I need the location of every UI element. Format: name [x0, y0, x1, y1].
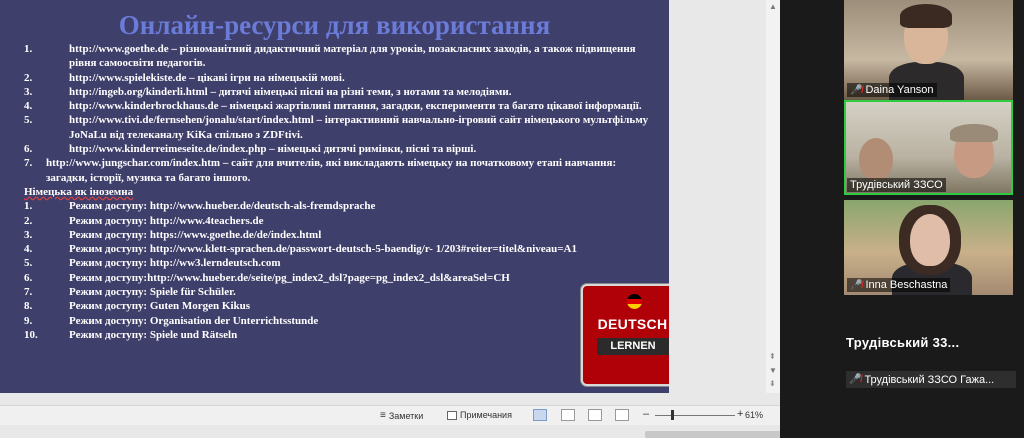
slide-sorter-button[interactable]	[561, 409, 575, 421]
list-item: 7. http://www.jungschar.com/index.htm – сайт для вчителів, які викладають німецьку на початковому етапі навчання: загадки, історії, музика та багато іншого.	[24, 157, 617, 184]
video-tile[interactable]	[844, 0, 1013, 100]
german-flag-icon	[627, 294, 642, 309]
participant-hair	[900, 4, 952, 28]
list-item: 4. http://www.kinderbrockhaus.de – німецькі жартівливі питання, загадки, експерименти та багато цікавої інформації.	[24, 100, 642, 113]
video-tile[interactable]	[844, 200, 1013, 295]
logo-line2: LERNEN	[597, 338, 669, 355]
zoom-slider-thumb[interactable]	[671, 410, 674, 420]
slideshow-button[interactable]	[615, 409, 629, 421]
slide-scrollbar[interactable]	[766, 0, 780, 393]
zoom-out-button[interactable]: –	[643, 408, 650, 420]
notes-button[interactable]: ≡ Заметки	[380, 410, 424, 421]
list-item: 8. Режим доступу: Guten Morgen Kikus	[24, 300, 251, 313]
list-item: 6. http://www.kinderreimeseite.de/index.php – німецькі дитячі римівки, пісні та вірші.	[24, 143, 477, 156]
slide-body	[24, 42, 656, 342]
list-item: 3. Режим доступу: https://www.goethe.de/de/index.html	[24, 228, 322, 241]
scroll-up-double-icon[interactable]: ⇞	[769, 352, 776, 361]
list-item: 7. Режим доступу: Spiele für Schüler.	[24, 286, 236, 299]
comments-button[interactable]: Примечания	[447, 410, 512, 420]
participant-label: 🎤̸ Inna Beschastna	[847, 278, 950, 292]
reading-view-button[interactable]	[588, 409, 602, 421]
deutsch-lernen-logo	[581, 284, 669, 386]
zoom-percent[interactable]: 61%	[745, 410, 764, 420]
section-header: Німецька як іноземна	[24, 185, 134, 198]
logo-line1: DEUTSCH	[597, 316, 668, 332]
participant-face	[859, 138, 893, 180]
comments-icon	[447, 411, 457, 420]
list-item: 1. Режим доступу: http://www.hueber.de/deutsch-als-fremdsprache	[24, 200, 376, 213]
mic-muted-icon: 🎤̸	[850, 84, 863, 96]
scroll-down-double-icon[interactable]: ⇟	[769, 379, 776, 388]
scroll-down-icon[interactable]: ▼	[769, 366, 777, 375]
mic-muted-icon: 🎤̸	[850, 279, 863, 291]
zoom-in-button[interactable]: +	[737, 408, 744, 420]
list-item: 9. Режим доступу: Organisation der Unterrichtsstunde	[24, 314, 319, 327]
mic-muted-icon: 🎤̸	[849, 374, 862, 385]
speaker-name: Трудівський 33...	[846, 335, 960, 350]
scroll-up-icon[interactable]: ▲	[769, 2, 777, 11]
list-item: 5. Режим доступу: http://ww3.lerndeutsch.com	[24, 257, 281, 270]
list-item: 4. Режим доступу: http://www.klett-sprachen.de/passwort-deutsch-5-baendig/r- 1/203#reiter=titel&niveau=A1	[24, 243, 577, 256]
participant-face	[910, 214, 950, 266]
list-item: 5. http://www.tivi.de/fernsehen/jonalu/start/index.html – інтерактивний навчально-ігровий сайт німецького мультфільму JoNaLu від телеканалу KiKa спільно з ZDFtivi.	[24, 114, 649, 141]
notes-icon: ≡	[380, 410, 386, 421]
participant-hair	[950, 124, 998, 142]
list-item: 1. http://www.goethe.de – різноманітний дидактичний матеріал для уроків, позакласних заходів, а також підвищення рівня самоосвіти педагогів.	[24, 43, 636, 70]
normal-view-button[interactable]	[533, 409, 547, 421]
slide-title: Онлайн-ресурси для використання	[118, 10, 551, 40]
participant-label: 🎤̸ Daina Yanson	[847, 83, 937, 97]
list-item: 2. Режим доступу: http://www.4teachers.de	[24, 214, 264, 227]
speaker-label: 🎤̸ Трудівський ЗЗСО Гажа...	[846, 371, 1016, 388]
participant-label: Трудівський ЗЗСО	[847, 178, 946, 192]
status-bar	[0, 405, 780, 425]
list-item: 2. http://www.spielekiste.de – цікаві ігри на німецькій мові.	[24, 71, 345, 84]
video-tile-active[interactable]	[844, 100, 1013, 195]
list-item: 10. Режим доступу: Spiele und Rätseln	[24, 328, 238, 341]
list-item: 6. Режим доступу:http://www.hueber.de/seite/pg_index2_dsl?page=pg_index2_dsl&areaSel=CH	[24, 271, 510, 284]
zoom-slider[interactable]	[655, 415, 735, 416]
list-item: 3. http://ingeb.org/kinderli.html – дитячі німецькі пісні на різні теми, з нотами та мелодіями.	[24, 85, 512, 98]
